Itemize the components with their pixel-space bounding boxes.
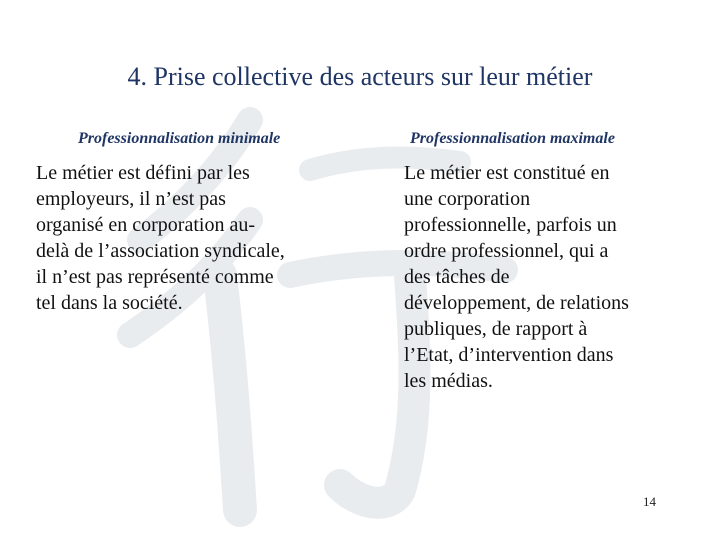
right-column-body: Le métier est constitué en une corporation professionnelle, parfois un ordre professionnel, qui a des tâches de développement, de relations publiques, de rapport à l’Etat, d’intervention dans les médias. — [404, 162, 629, 392]
left-column-heading: Professionnalisation minimale — [78, 130, 281, 147]
page-number: 14 — [643, 494, 656, 509]
left-column-body: Le métier est défini par les employeurs, il n’est pas organisé en corporation au- delà de l’association syndicale, il n’est pas représenté comme tel dans la société. — [36, 162, 285, 314]
right-column-heading: Professionnalisation maximale — [410, 130, 615, 147]
slide-title: 4. Prise collective des acteurs sur leur métier — [127, 62, 593, 91]
